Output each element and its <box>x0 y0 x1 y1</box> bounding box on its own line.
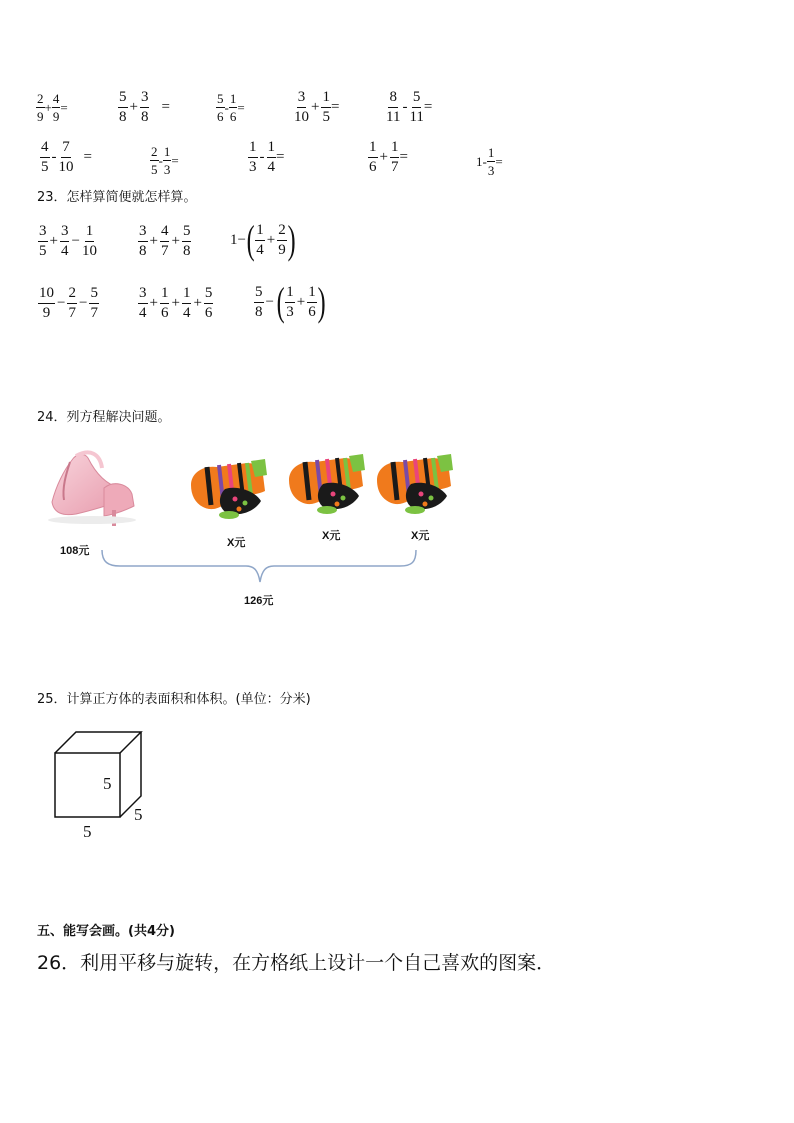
sock-price-label-3: X元 <box>411 530 430 542</box>
right-paren: ) <box>317 279 326 324</box>
sock-image-1 <box>185 455 273 519</box>
total-price-label: 126元 <box>244 595 274 607</box>
cube-edge-depth: 5 <box>134 805 143 824</box>
exercise-9: $\frac{1}{6}$ + $\frac{1}{7}$ = <box>369 139 408 175</box>
q23-expression-6: $\frac{5}{8}$ − ( $\frac{1}{3}$ + $\frac{1}{6}$ ) <box>255 279 326 324</box>
sock-image-2 <box>283 450 371 514</box>
exercise-3: $\frac{5}{6}$ - $\frac{1}{6}$ = <box>217 91 245 124</box>
q23-expression-5: $\frac{3}{4}$ + $\frac{1}{6}$ + $\frac{1}{4}$ + $\frac{5}{6}$ <box>139 285 213 321</box>
left-paren: ( <box>246 217 255 262</box>
sock-price-label-2: X元 <box>322 530 341 542</box>
cube-edge-height: 5 <box>103 774 112 793</box>
exercise-7: $\frac{2}{5}$ - $\frac{1}{3}$ = <box>151 144 179 177</box>
exercise-5: $\frac{8}{11}$ - $\frac{5}{11}$ = <box>386 89 433 125</box>
left-paren: ( <box>276 279 285 324</box>
right-paren: ) <box>287 217 296 262</box>
exercise-1: $\frac{2}{9}$ + $\frac{4}{9}$ = <box>37 91 68 124</box>
high-heel-shoe-image <box>42 444 138 528</box>
q23-expression-2: $\frac{3}{8}$ + $\frac{4}{7}$ + $\frac{5}{8}$ <box>139 223 191 259</box>
question-26-title: 26．利用平移与旋转，在方格纸上设计一个自己喜欢的图案． <box>37 952 556 974</box>
question-24-title: 24．列方程解决问题。 <box>37 410 171 425</box>
question-25-title: 25．计算正方体的表面积和体积。(单位：分米) <box>37 692 311 707</box>
sock-price-label-1: X元 <box>227 537 246 549</box>
cube-edge-width: 5 <box>83 822 92 841</box>
shoe-price-label: 108元 <box>60 545 90 557</box>
exercise-10: 1- $\frac{1}{3}$ = <box>476 145 503 178</box>
exercise-2: $\frac{5}{8}$ + $\frac{3}{8}$ = <box>119 89 170 125</box>
sock-image-3 <box>371 450 459 514</box>
q23-expression-3: 1− ( $\frac{1}{4}$ + $\frac{2}{9}$ ) <box>230 217 296 262</box>
exercise-6: $\frac{4}{5}$ - $\frac{7}{10}$ = <box>41 139 92 175</box>
section-5-title: 五、能写会画。(共4分) <box>37 924 175 939</box>
total-brace <box>100 548 420 588</box>
exercise-4: $\frac{3}{10}$ + $\frac{1}{5}$ = <box>294 89 340 125</box>
q23-expression-4: $\frac{10}{9}$ − $\frac{2}{7}$ − $\frac{5}{7}$ <box>39 285 98 321</box>
question-23-title: 23．怎样算简便就怎样算。 <box>37 190 197 205</box>
exercise-8: $\frac{1}{3}$ - $\frac{1}{4}$ = <box>249 139 285 175</box>
q23-expression-1: $\frac{3}{5}$ + $\frac{3}{4}$ − $\frac{1}{10}$ <box>39 223 97 259</box>
